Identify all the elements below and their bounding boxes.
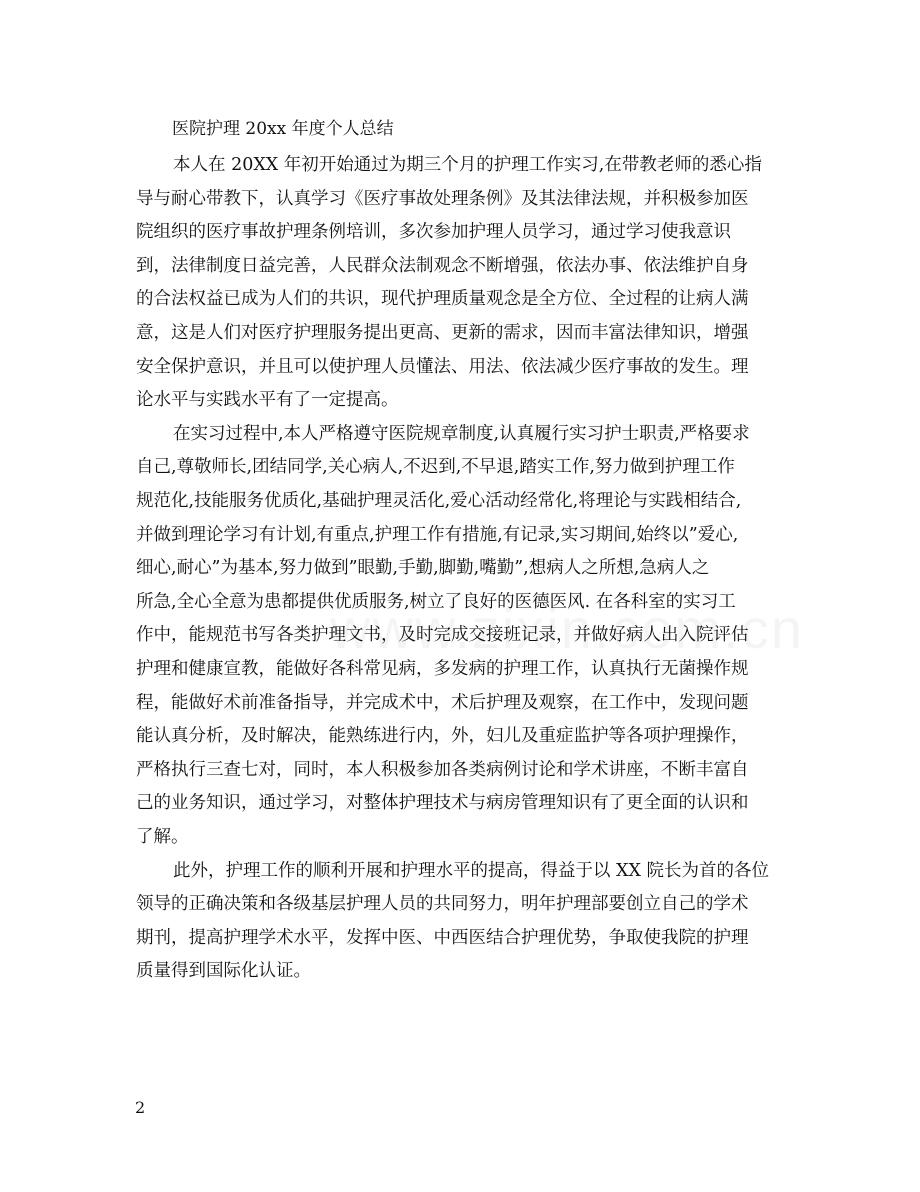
paragraph-line: 论水平与实践水平有了一定提高。 (136, 390, 399, 411)
paragraph-line: 本人在 20XX 年初开始通过为期三个月的护理工作实习,在带教老师的悉心指 (173, 155, 762, 175)
paragraph-line: 作中，能规范书写各类护理文书，及时完成交接班记录，并做好病人出入院评估 (136, 625, 749, 646)
paragraph-line: 自己,尊敬师长,团结同学,关心病人,不迟到,不早退,踏实工作,努力做到护理工作 (136, 457, 735, 478)
paragraph-line: 护理和健康宣教，能做好各科常见病，多发病的护理工作，认真执行无菌操作规 (136, 659, 749, 679)
paragraph-line: 了解。 (136, 827, 189, 847)
paragraph-line: 并做到理论学习有计划,有重点,护理工作有措施,有记录,实习期间,始终以”爱心, (136, 524, 739, 545)
paragraph-line: 安全保护意识，并且可以使护理人员懂法、用法、依法减少医疗事故的发生。理 (136, 356, 749, 377)
paragraph-line: 在实习过程中,本人严格遵守医院规章制度,认真履行实习护士职责,严格要求 (173, 423, 750, 444)
paragraph-line: 意，这是人们对医疗护理服务提出更高、更新的需求，因而丰富法律知识，增强 (136, 323, 749, 343)
paragraph-line: 到，法律制度日益完善，人民群众法制观念不断增强，依法办事、依法维护自身 (136, 255, 749, 276)
paragraph-line: 严格执行三查七对，同时，本人积极参加各类病例讨论和学术讲座，不断丰富自 (136, 759, 749, 780)
paragraph-line: 期刊，提高护理学术水平，发挥中医、中西医结合护理优势，争取使我院的护理 (136, 927, 749, 948)
paragraph-line: 导与耐心带教下，认真学习《医疗事故处理条例》及其法律法规，并积极参加医 (136, 188, 749, 209)
paragraph-line: 质量得到国际化认证。 (136, 961, 311, 982)
paragraph-line: 所急,全心全意为患都提供优质服务,树立了良好的医德医风. 在各科室的实习工 (136, 591, 736, 612)
paragraph-line: 程，能做好术前准备指导，并完成术中，术后护理及观察，在工作中，发现问题 (136, 692, 749, 713)
paragraph-line: 能认真分析，及时解决，能熟练进行内，外，妇儿及重症监护等各项护理操作， (136, 726, 749, 747)
document-title: 医院护理 20xx 年度个人总结 (172, 119, 394, 139)
paragraph-line: 己的业务知识，通过学习，对整体护理技术与病房管理知识有了更全面的认识和 (136, 793, 749, 814)
paragraph-line: 的合法权益已成为人们的共识，现代护理质量观念是全方位、全过程的让病人满 (136, 289, 749, 310)
page-number: 2 (135, 1098, 146, 1117)
paragraph-line: 细心,耐心”为基本,努力做到”眼勤,手勤,脚勤,嘴勤”,想病人之所想,急病人之 (136, 558, 710, 579)
paragraph-line: 院组织的医疗事故护理条例培训，多次参加护理人员学习，通过学习使我意识 (136, 222, 731, 243)
paragraph-line: 规范化,技能服务优质化,基础护理灵活化,爱心活动经常化,将理论与实践相结合, (136, 491, 742, 511)
paragraph-line: 领导的正确决策和各级基层护理人员的共同努力，明年护理部要创立自己的学术 (136, 894, 749, 915)
paragraph-line: 此外，护理工作的顺利开展和护理水平的提高，得益于以 XX 院长为首的各位 (173, 860, 770, 881)
